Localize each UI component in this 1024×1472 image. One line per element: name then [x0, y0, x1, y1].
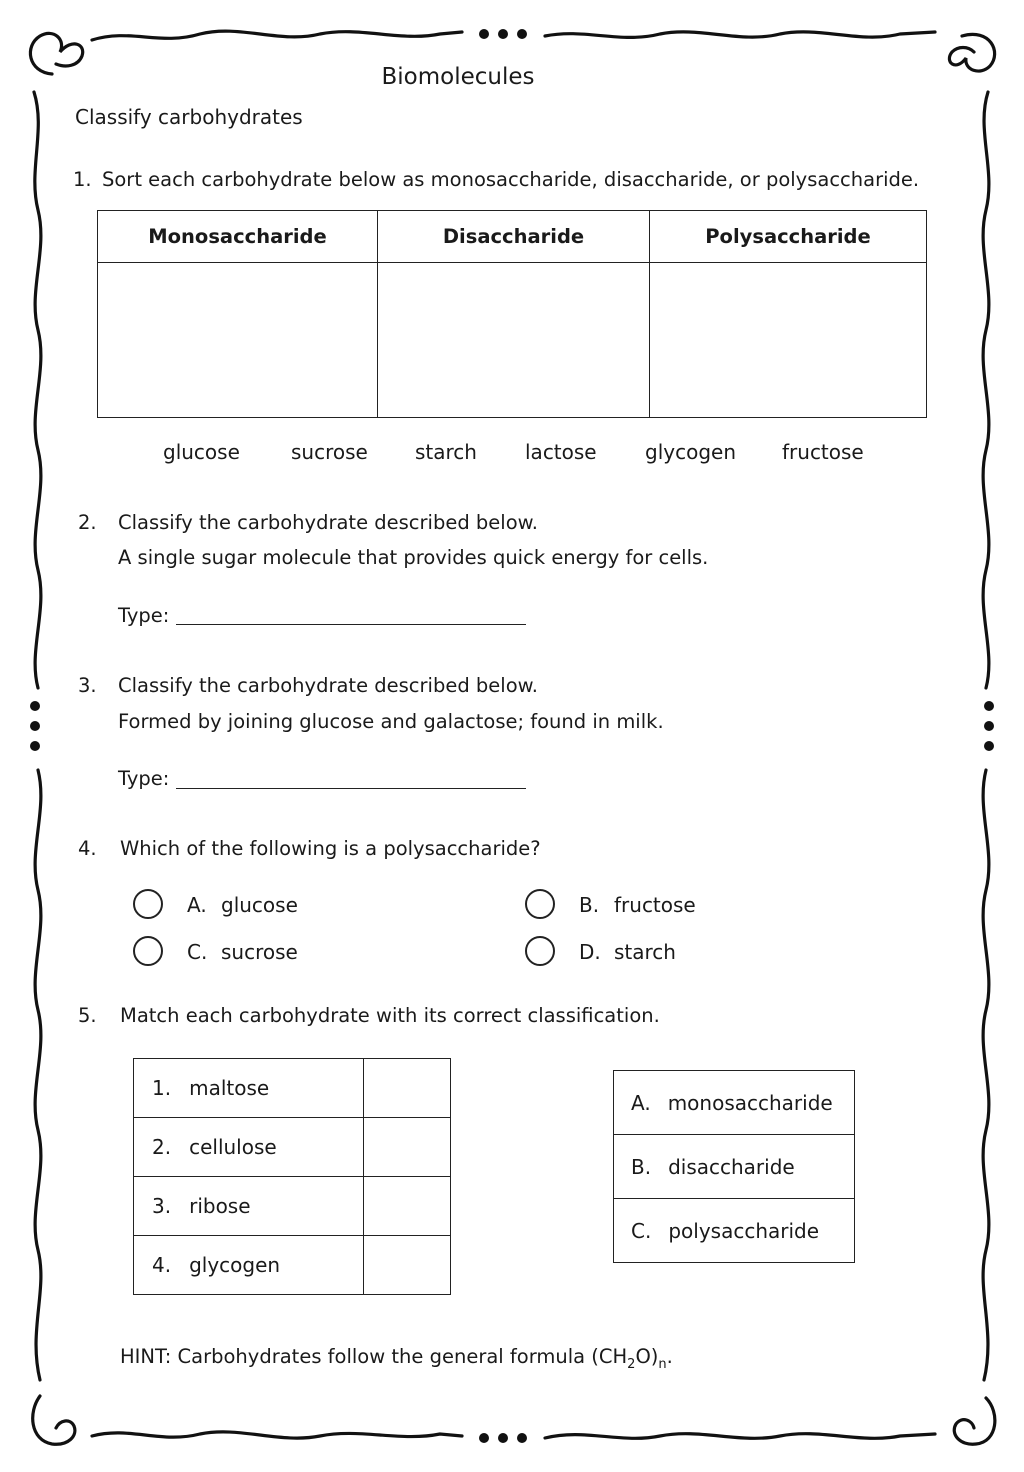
- option-a-radio[interactable]: [133, 889, 163, 919]
- word-bank-item[interactable]: sucrose: [291, 440, 368, 464]
- match-item-label: [134, 1177, 364, 1236]
- choice-text: polysaccharide: [668, 1218, 820, 1243]
- match-answer-box[interactable]: [364, 1059, 451, 1118]
- corner-curl-bottom-right: [954, 1398, 995, 1444]
- q3-prompt: Classify the carbohydrate described below.: [118, 674, 538, 697]
- q3-number: 3.: [78, 674, 97, 697]
- table-row: [614, 1199, 855, 1263]
- match-answer-box[interactable]: [364, 1177, 451, 1236]
- choice-text: monosaccharide: [667, 1090, 833, 1115]
- q3-description: Formed by joining glucose and galactose; found in milk.: [118, 710, 664, 733]
- q2-number: 2.: [78, 511, 97, 534]
- column-header-disaccharide: Disaccharide: [378, 211, 650, 263]
- corner-curl-bottom-left: [33, 1396, 75, 1444]
- matching-items-table: [133, 1058, 451, 1295]
- match-item-text: ribose: [189, 1194, 251, 1218]
- classification-choice: [614, 1199, 855, 1263]
- match-answer-box[interactable]: [364, 1236, 451, 1295]
- match-item-number: 3.: [152, 1194, 172, 1218]
- hint-middle: O): [635, 1345, 659, 1368]
- match-item-label: [134, 1059, 364, 1118]
- column-header-monosaccharide: Monosaccharide: [98, 211, 378, 263]
- option-d-letter: D.: [579, 940, 601, 964]
- hint-subscript-n: n: [658, 1356, 667, 1372]
- word-bank-item[interactable]: lactose: [525, 440, 597, 464]
- match-item-text: cellulose: [189, 1135, 277, 1159]
- hint-prefix: HINT: Carbohydrates follow the general formula (CH: [120, 1345, 628, 1368]
- q3-answer-line[interactable]: [176, 788, 526, 789]
- option-a-text: glucose: [221, 893, 298, 917]
- hint-subscript-2: 2: [627, 1356, 636, 1372]
- table-row: [134, 1177, 451, 1236]
- worksheet-title: Biomolecules: [381, 64, 535, 90]
- q2-description: A single sugar molecule that provides quick energy for cells.: [118, 546, 709, 569]
- word-bank-item[interactable]: glucose: [163, 440, 240, 464]
- hint-end: .: [666, 1345, 673, 1368]
- q2-answer-label: Type:: [118, 604, 170, 627]
- option-c-text: sucrose: [221, 940, 298, 964]
- column-header-polysaccharide: Polysaccharide: [650, 211, 927, 263]
- q1-text: Sort each carbohydrate below as monosaccharide, disaccharide, or polysaccharide.: [102, 168, 920, 191]
- classification-choice: [614, 1135, 855, 1199]
- option-c-letter: C.: [187, 940, 208, 964]
- match-item-label: [134, 1236, 364, 1295]
- sort-cell-polysaccharide[interactable]: [650, 263, 927, 418]
- q5-number: 5.: [78, 1004, 97, 1027]
- table-row: [134, 1236, 451, 1295]
- classification-choice: [614, 1071, 855, 1135]
- q2-answer-line[interactable]: [176, 624, 526, 625]
- corner-curl-top-right: [949, 34, 994, 71]
- sorting-table: [97, 210, 927, 418]
- match-item-number: 4.: [152, 1253, 172, 1277]
- choice-letter: C.: [631, 1218, 652, 1243]
- table-row: [614, 1135, 855, 1199]
- q1-number: 1.: [73, 168, 92, 191]
- match-item-number: 1.: [152, 1076, 172, 1100]
- q4-text: Which of the following is a polysaccharide?: [120, 837, 541, 860]
- choice-letter: A.: [631, 1090, 651, 1115]
- option-d-text: starch: [614, 940, 676, 964]
- classification-choices-table: [613, 1070, 855, 1263]
- choice-text: disaccharide: [668, 1154, 795, 1179]
- table-row: [614, 1071, 855, 1135]
- hint-text: [120, 1345, 673, 1372]
- word-bank-item[interactable]: fructose: [782, 440, 864, 464]
- worksheet-subtitle: Classify carbohydrates: [75, 105, 303, 129]
- sort-cell-disaccharide[interactable]: [378, 263, 650, 418]
- match-item-label: [134, 1118, 364, 1177]
- option-c-radio[interactable]: [133, 936, 163, 966]
- q2-prompt: Classify the carbohydrate described below.: [118, 511, 538, 534]
- option-d-radio[interactable]: [525, 936, 555, 966]
- word-bank-item[interactable]: starch: [415, 440, 477, 464]
- match-answer-box[interactable]: [364, 1118, 451, 1177]
- sort-cell-monosaccharide[interactable]: [98, 263, 378, 418]
- word-bank-item[interactable]: glycogen: [645, 440, 736, 464]
- option-b-radio[interactable]: [525, 889, 555, 919]
- match-item-text: maltose: [189, 1076, 270, 1100]
- option-b-letter: B.: [579, 893, 600, 917]
- match-item-text: glycogen: [189, 1253, 281, 1277]
- table-row: [134, 1059, 451, 1118]
- q4-number: 4.: [78, 837, 97, 860]
- choice-letter: B.: [631, 1154, 652, 1179]
- option-b-text: fructose: [614, 893, 696, 917]
- table-row: [134, 1118, 451, 1177]
- option-a-letter: A.: [187, 893, 207, 917]
- q5-text: Match each carbohydrate with its correct classification.: [120, 1004, 660, 1027]
- match-item-number: 2.: [152, 1135, 172, 1159]
- q3-answer-label: Type:: [118, 767, 170, 790]
